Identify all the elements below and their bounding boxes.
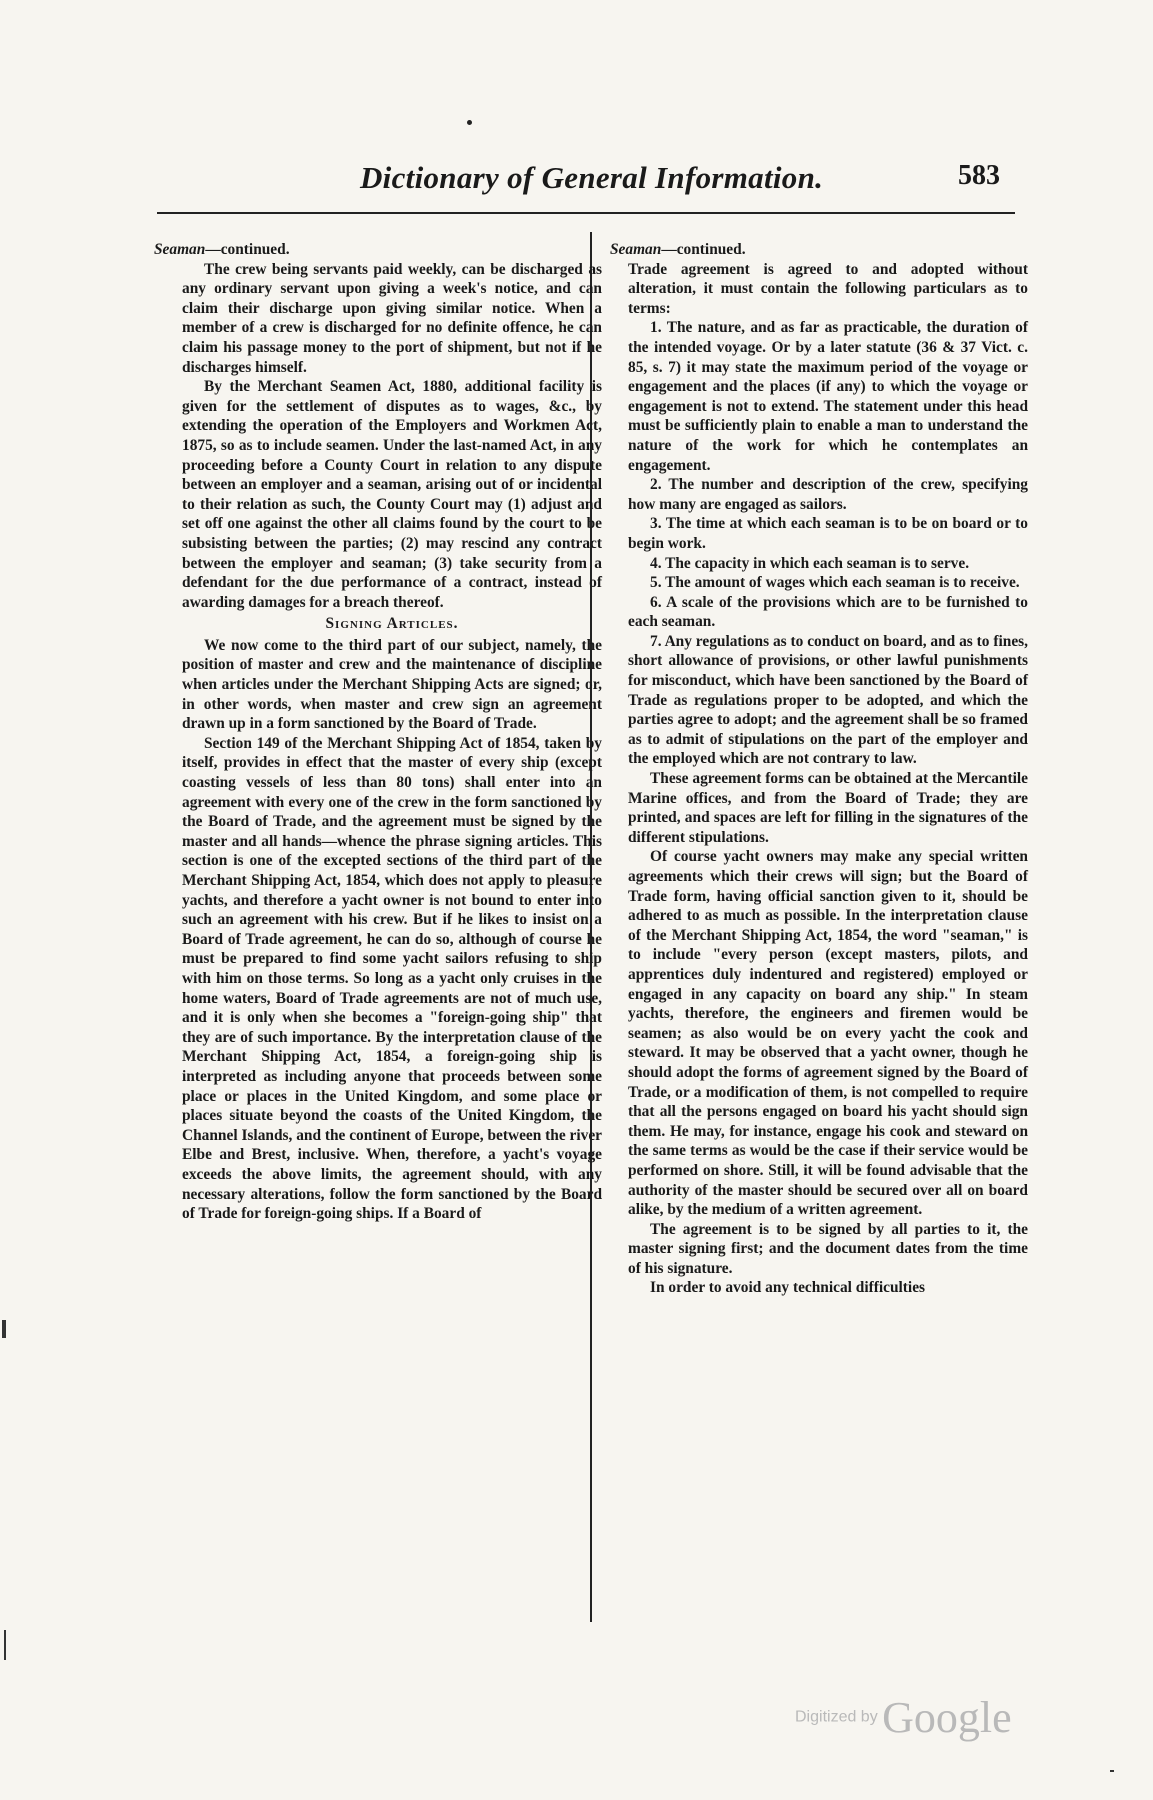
list-item: 2. The number and description of the crew, specifying how many are engaged as sailors. xyxy=(628,476,1028,513)
paragraph: We now come to the third part of our subject, namely, the position of master and crew and the maintenance of discipline when articles under the Merchant Shipping Acts are signed; or, in other words, when master and crew sign an agreement drawn up in a form sanctioned by the Board of Trade. xyxy=(182,636,602,733)
list-item: 6. A scale of the provisions which are to be furnished to each seaman. xyxy=(628,593,1028,631)
page-dot xyxy=(467,120,472,125)
header-rule xyxy=(157,212,1015,214)
paragraph: These agreement forms can be obtained at the Mercantile Marine offices, and from the Board of Trade; they are printed, and spaces are left for filling in the signatures of the different stipulations. xyxy=(628,770,1028,846)
page-number: 583 xyxy=(958,160,1000,191)
left-column xyxy=(154,240,602,1224)
continued-label: Seaman—continued. xyxy=(154,241,290,258)
list-item: 1. The nature, and as far as practicable, the duration of the intended voyage. Or by a later statute (36 & 37 Vict. c. 85, s. 7) it may state the maximum period of the voyage or engagement and the places (if any) to which the voyage or engagement is not to extend. The statement under this head must be sufficiently plain to enable a man to understand the nature of the work for which he contemplates an engagement. xyxy=(628,319,1028,474)
running-title: Dictionary of General Information. xyxy=(360,160,824,195)
page-header xyxy=(160,160,1012,210)
paragraph: By the Merchant Seamen Act, 1880, additional facility is given for the settlement of disputes as to wages, &c., by extending the operation of the Employers and Workmen Act, 1875, so as to include seamen. Under the last-named Act, in any proceeding before a County Court in relation to any dispute between an employer and a seaman, arising out of or incidental to their relation as such, the County Court may (1) adjust and set off one against the other all claims found by the court to be subsisting between the parties; (2) may rescind any contract between the employer and seaman; (3) take security from a defendant for the due performance of a contract, instead of awarding damages for a breach thereof. xyxy=(182,378,602,611)
paragraph: Trade agreement is agreed to and adopted without alteration, it must contain the following particulars as to terms: xyxy=(628,260,1028,317)
margin-mark xyxy=(4,1630,6,1660)
margin-mark xyxy=(1110,1770,1114,1772)
list-item: 7. Any regulations as to conduct on board, and as to fines, short allowance of provisions, or other lawful punishments for misconduct, which have been sanctioned by the Board of Trade as regulations proper to be adopted, and which the parties agree to adopt; and the agreement shall be so framed as to admit of stipulations on the part of the employer and the employed which are not contrary to law. xyxy=(628,632,1028,768)
continued-label: Seaman—continued. xyxy=(610,241,746,258)
margin-mark xyxy=(2,1320,6,1338)
paragraph: Of course yacht owners may make any special written agreements which their crews will sign; but the Board of Trade form, having official sanction given to it, should be adhered to as much as possible. In the interpretation clause of the Merchant Shipping Act, 1854, the word "seaman," is to include "every person (except masters, pilots, and apprentices duly indentured and registered) employed or engaged in any capacity on board any ship." In steam yachts, therefore, the engineers and firemen would be seamen; as also would be on every yacht the cook and steward. It may be observed that a yacht owner, though he should adopt the forms of agreement signed by the Board of Trade, or a modification of them, is not compelled to require that all the persons engaged on board his yacht should sign them. He may, for instance, engage his cook and steward on the same terms as would be the case if their service would be performed on shore. Still, it will be found advisable that the authority of the master should be secured over all on board alike, by the medium of a written agreement. xyxy=(628,848,1028,1219)
right-column xyxy=(610,240,1028,1298)
list-item: 5. The amount of wages which each seaman is to receive. xyxy=(650,574,1020,592)
list-item: 4. The capacity in which each seaman is to serve. xyxy=(650,554,970,572)
paragraph: Section 149 of the Merchant Shipping Act of 1854, taken by itself, provides in effect that the master of every ship (except coasting vessels of less than 80 tons) shall enter into an agreement with every one of the crew in the form sanctioned by the Board of Trade, and the agreement must be signed by the master and all hands—whence the phrase signing articles. This section is one of the excepted sections of the third part of the Merchant Shipping Act, 1854, which does not apply to pleasure yachts, and therefore a yacht owner is not bound to enter into such an agreement with his crew. But if he likes to insist on a Board of Trade agreement, he can do so, although of course he must be prepared to find some yacht sailors refusing to ship with him on those terms. So long as a yacht only cruises in the home waters, Board of Trade agreements are not of much use, and it is only when she becomes a "foreign-going ship" that they are of such importance. By the interpretation clause of the Merchant Shipping Act, 1854, a foreign-going ship is interpreted as including anyone that proceeds between some place or places in the United Kingdom, and some place or places situate beyond the coasts of the United Kingdom, the Channel Islands, and the continent of Europe, between the river Elbe and Brest, inclusive. When, therefore, a yacht's voyage exceeds the above limits, the agreement should, with any necessary alterations, follow the form sanctioned by the Board of Trade for foreign-going ships. If a Board of xyxy=(182,734,602,1223)
google-watermark: Digitized by Google xyxy=(795,1693,1012,1742)
paragraph: In order to avoid any technical difficulties xyxy=(650,1279,926,1297)
paragraph: The crew being servants paid weekly, can be discharged as any ordinary servant upon giving a week's notice, and can claim their discharge upon giving similar notice. When a member of a crew is discharged for no definite offence, he can claim his passage money to the port of shipment, but not if he discharges himself. xyxy=(182,260,602,376)
list-item: 3. The time at which each seaman is to be on board or to begin work. xyxy=(628,515,1028,552)
paragraph: The agreement is to be signed by all parties to it, the master signing first; and the document dates from the time of his signature. xyxy=(628,1220,1028,1277)
section-heading: Signing Articles. xyxy=(325,615,459,633)
